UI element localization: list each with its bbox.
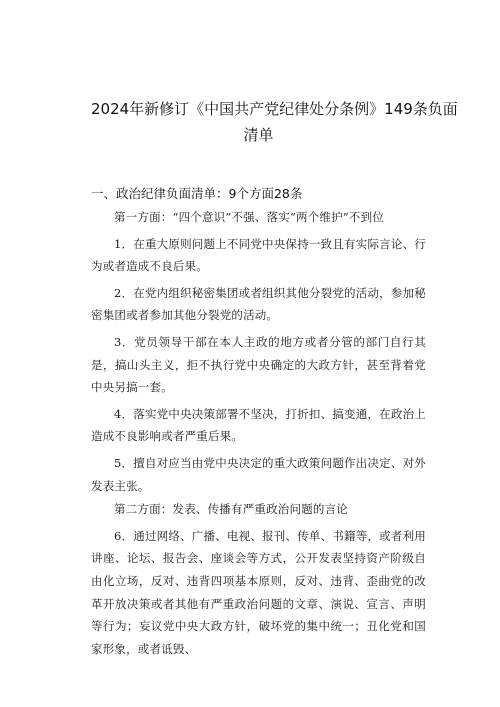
title-line-2: 清单 bbox=[243, 126, 274, 144]
aspect-heading-1: 第一方面：“四个意识”不强、落实“两个维护”不到位 bbox=[114, 210, 385, 224]
title-line-1: 2024年新修订《中国共产党纪律处分条例》149条负面 bbox=[91, 100, 458, 118]
document-title bbox=[91, 96, 458, 148]
section-heading: 一、政治纪律负面清单：9个方面28条 bbox=[91, 186, 303, 201]
list-item: 1．在重大原则问题上不同党中央保持一致且有实际言论、行为或者造成不良后果。 bbox=[91, 236, 426, 274]
list-item: 2．在党内组织秘密集团或者组织其他分裂党的活动，参加秘密集团或者参加其他分裂党的活动。 bbox=[91, 285, 426, 323]
list-item: 3．党员领导干部在本人主政的地方或者分管的部门自行其是，搞山头主义，拒不执行党中央确定的大政方针，甚至背着党中央另搞一套。 bbox=[91, 334, 426, 395]
list-item: 6．通过网络、广播、电视、报刊、传单、书籍等，或者利用讲座、论坛、报告会、座谈会等方式，公开发表坚持资产阶级自由化立场，反对、违背四项基本原则，反对、违背、歪曲党的改革开放决策或者其他有严重政治问题的文章、演说、宣言、声明等行为；妄议党中央大政方针，破坏党的集中统一；丑化党和国家形象，或者诋毁、 bbox=[91, 528, 426, 656]
list-item: 4．落实党中央决策部署不坚决，打折扣、搞变通，在政治上造成不良影响或者严重后果。 bbox=[91, 406, 426, 444]
list-item: 5．擅自对应当由党中央决定的重大政策问题作出决定、对外发表主张。 bbox=[91, 455, 426, 493]
aspect-heading-2: 第二方面：发表、传播有严重政治问题的言论 bbox=[114, 502, 348, 517]
